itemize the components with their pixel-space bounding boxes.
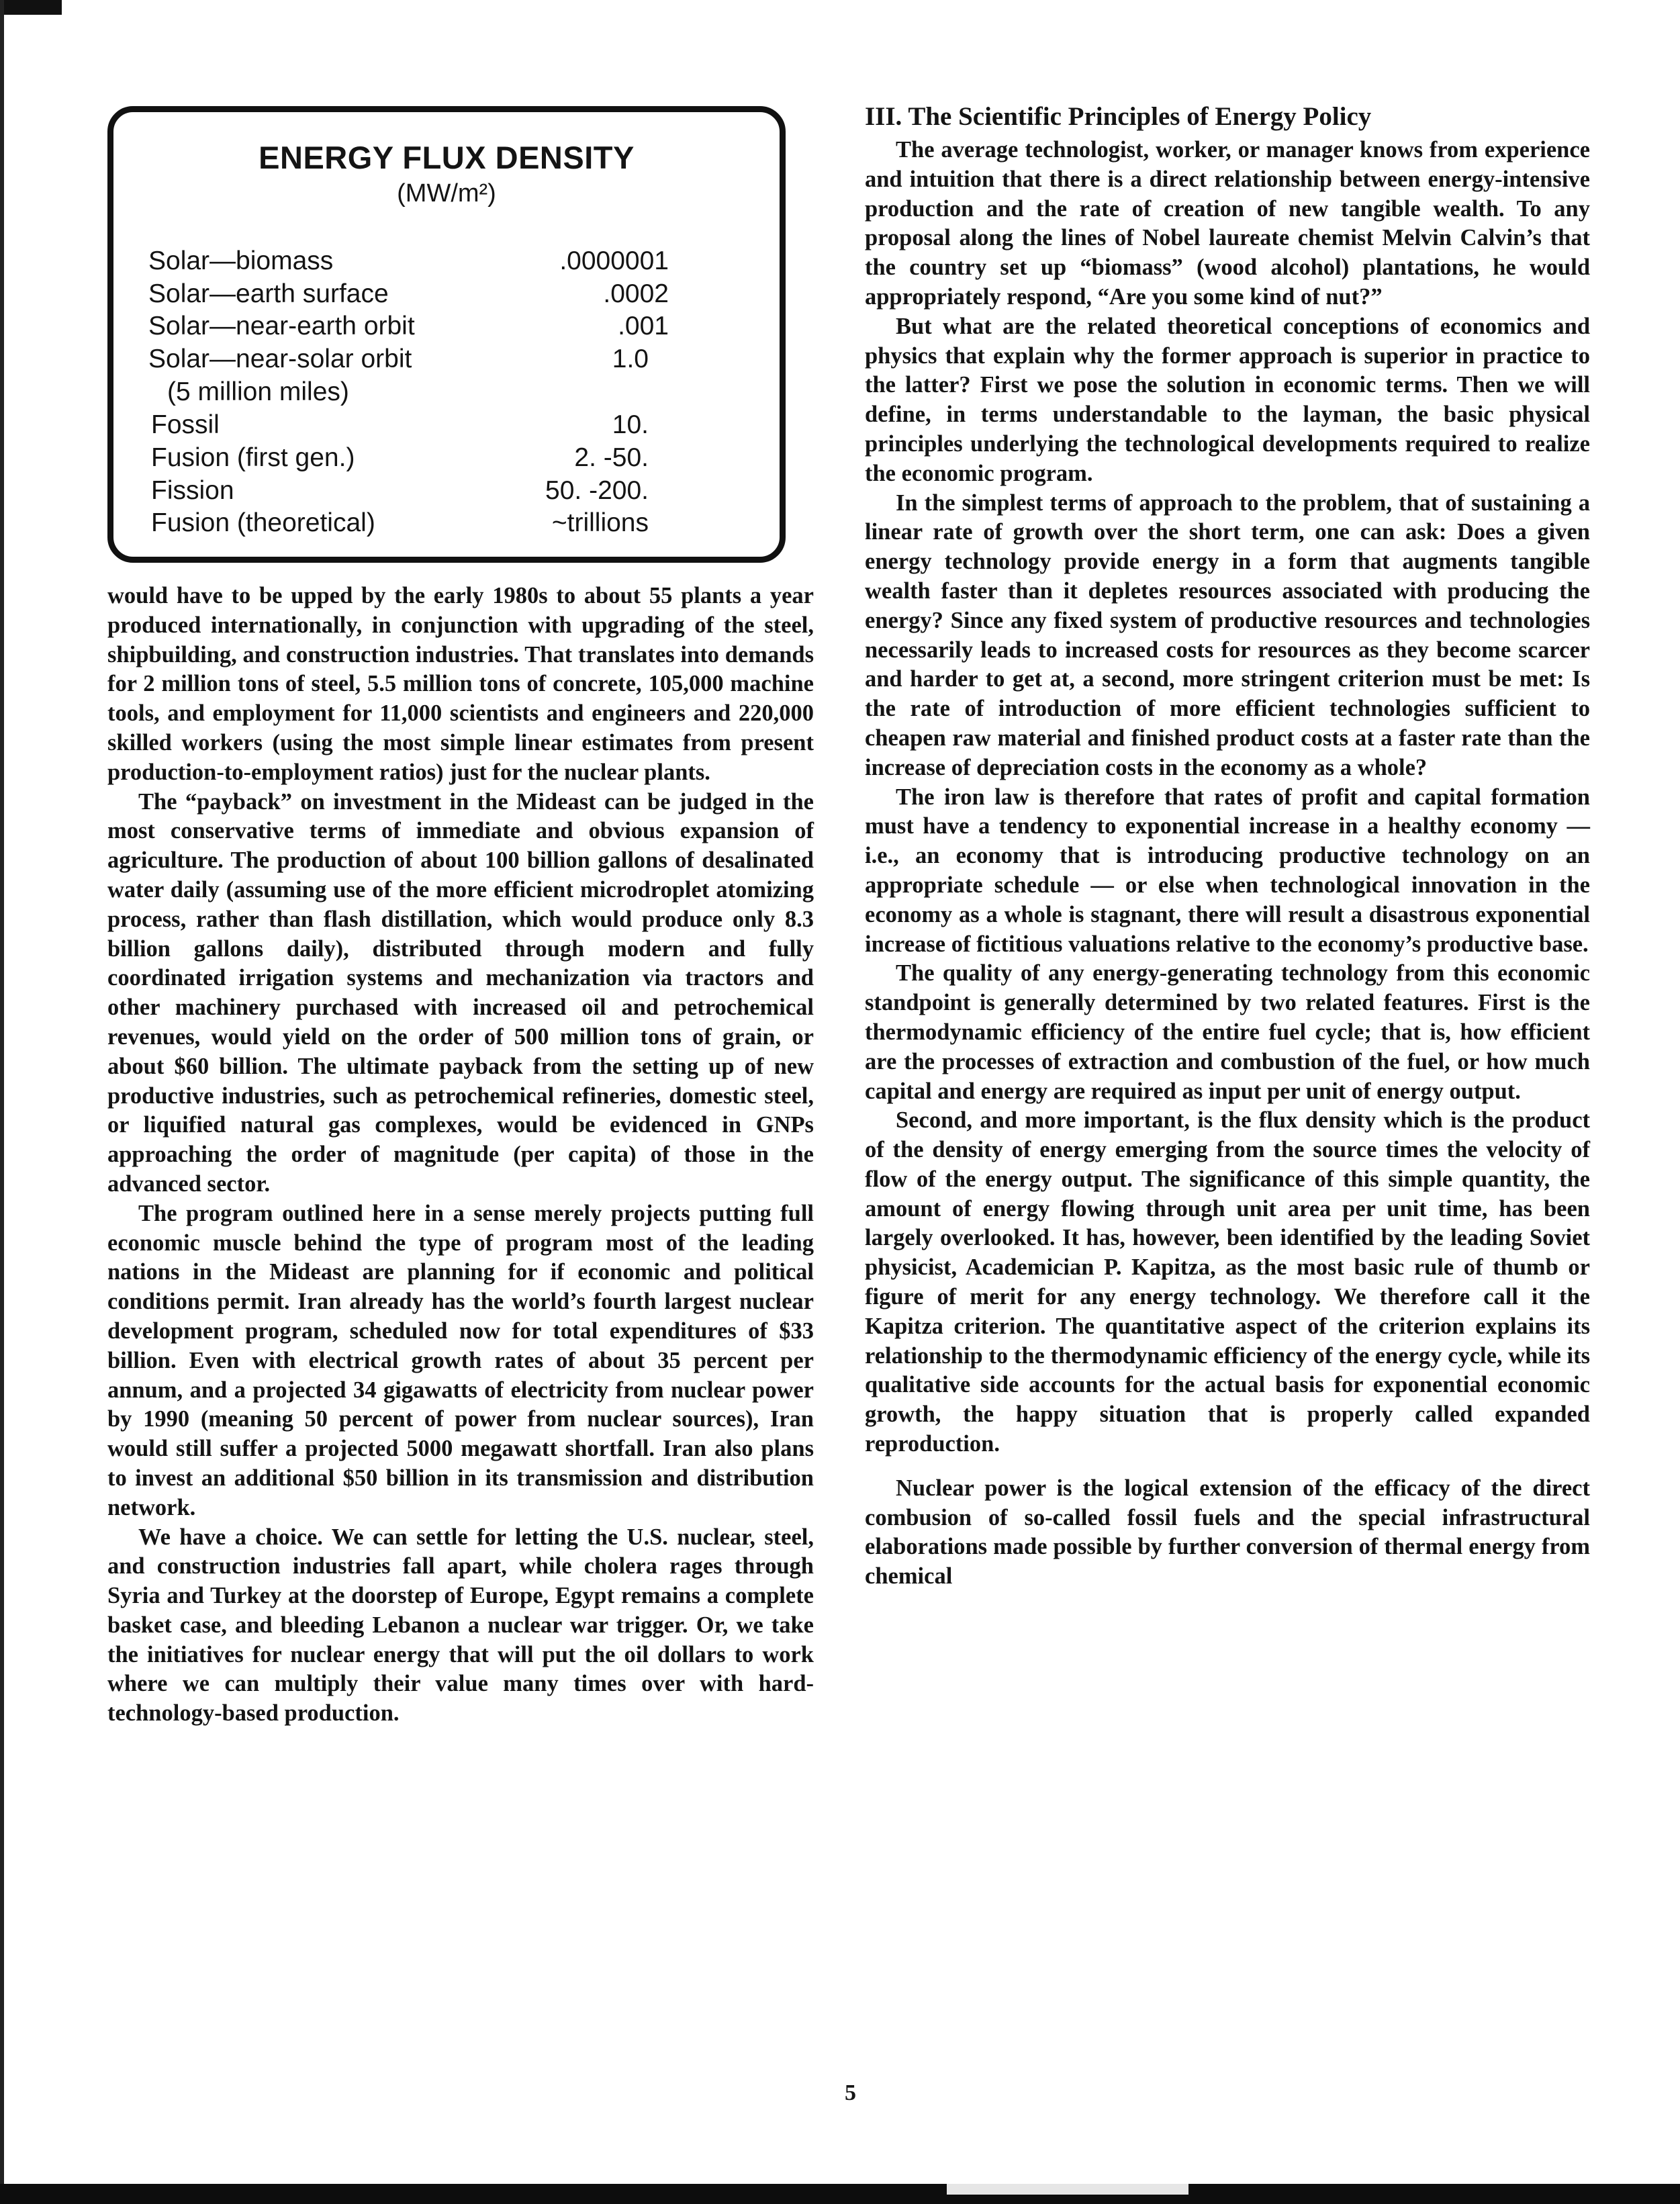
paragraph: would have to be upped by the early 1980s to about 55 plants a year produced internationally, in conjunction with upgrading of the steel, shipbuilding, and construction industries. That translates into demands for 2 million tons of steel, 5.5 million tons of concrete, 105,000 machine tools, and employment for 11,000 scientists and engineers and 220,000 skilled workers (using the most simple linear estimates from present production-to-employment ratios) just for the nuclear plants.	[107, 583, 814, 785]
flux-label: Fission	[151, 476, 234, 505]
flux-row	[113, 246, 780, 280]
flux-row	[113, 345, 780, 378]
flux-label: Fusion (theoretical)	[151, 508, 375, 537]
page-number: 5	[845, 2080, 856, 2105]
flux-label: Solar—biomass	[148, 246, 334, 275]
flux-unit: (MW/m²)	[397, 179, 496, 208]
flux-value: 50. -200.	[545, 476, 649, 505]
paragraph: The program outlined here in a sense merely projects putting full economic muscle behind the type of program most of the leading nations in the Mideast are planning for if economic and political conditions permit. Iran already has the world’s fourth largest nuclear development program, scheduled now for total expenditures of $33 billion. Even with electrical growth rates of about 35 percent per annum, and a projected 34 gigawatts of electricity from nuclear power by 1990 (meaning 50 percent of power from nuclear sources), Iran would still suffer a projected 5000 megawatt shortfall. Iran also plans to invest an additional $50 billion in its transmission and distribution network.	[107, 1200, 814, 1520]
scan-artifact-bottom-gap	[947, 2184, 1188, 2195]
paragraph-gap	[865, 1459, 1590, 1474]
flux-row	[113, 508, 780, 542]
paragraph: The “payback” on investment in the Mideast can be judged in the most conservative terms of immediate and obvious expansion of agriculture. The production of about 100 billion gallons of desalinated water daily (assuming use of the more efficient microdroplet atomizing process, rather than flash distillation, which would produce only 8.3 billion gallons daily), distributed through modern and fully coordinated irrigation systems and mechanization via tractors and other machinery purchased with increased oil and petrochemical revenues, would yield on the order of 500 million tons of grain, or about $60 billion. The ultimate payback from the setting up of new productive industries, such as petrochemical refineries, domestic steel, or liquified natural gas complexes, would be evidenced in GNPs approaching the order of magnitude (per capita) of those in the advanced sector.	[107, 788, 814, 1197]
flux-row	[113, 279, 780, 313]
flux-label: Fossil	[151, 410, 220, 439]
paragraph: In the simplest terms of approach to the problem, that of sustaining a linear rate of growth over the short term, one can ask: Does a given energy technology provide energy in a form that augments tangible wealth faster than it depletes resources associated with producing the energy? Since any fixed system of productive resources and technologies necessarily leads to increased costs for resources as they become scarcer and harder to get at, a second, more stringent criterion must be met: Is the rate of introduction of more efficient technologies sufficient to cheapen raw material and finished product costs at a faster rate than the increase of depreciation costs in the economy as a whole?	[865, 490, 1590, 780]
flux-label: Solar—near-earth orbit	[148, 312, 415, 340]
flux-value: 10.	[612, 410, 649, 439]
scan-artifact-left	[0, 0, 4, 2204]
flux-row	[113, 312, 780, 345]
flux-value: ~trillions	[551, 508, 649, 537]
flux-label: Solar—earth surface	[148, 279, 389, 308]
flux-label: (5 million miles)	[167, 377, 349, 406]
flux-value: 1.0	[612, 345, 649, 373]
flux-row	[113, 377, 780, 411]
flux-value: .0000001	[559, 246, 669, 275]
left-text-column	[107, 582, 814, 1729]
paragraph: The quality of any energy-generating technology from this economic standpoint is generally determined by two related features. First is the thermodynamic efficiency of the entire fuel cycle; that is, how efficient are the processes of extraction and combustion of the fuel, or how much capital and energy are required as input per unit of energy output.	[865, 960, 1590, 1104]
flux-title: ENERGY FLUX DENSITY	[259, 140, 635, 175]
flux-value: .0002	[603, 279, 669, 308]
paragraph: Second, and more important, is the flux density which is the product of the density of energy emerging from the source times the velocity of flow of the energy output. The significance of this simple quantity, the amount of energy flowing through unit area per unit time, has been largely overlooked. It has, however, been identified by the leading Soviet physicist, Academician P. Kapitza, as the most basic rule of thumb or figure of merit for any energy technology. We therefore call it the Kapitza criterion. The quantitative aspect of the criterion explains its relationship to the thermodynamic efficiency of the energy cycle, while its qualitative side accounts for the actual basis for exponential economic growth, the happy situation that is properly called expanded reproduction.	[865, 1107, 1590, 1457]
scan-artifact-bottom	[0, 2184, 1680, 2204]
energy-flux-density-box	[107, 106, 786, 563]
paragraph: Nuclear power is the logical extension of the efficacy of the direct combusion of so-called fossil fuels and the special infrastructural elaborations made possible by further conversion of thermal energy from chemical	[865, 1475, 1590, 1590]
paragraph: The average technologist, worker, or manager knows from experience and intuition that there is a direct relationship between energy-intensive production and the rate of creation of new tangible wealth. To any proposal along the lines of Nobel laureate chemist Melvin Calvin’s that the country set up “biomass” (wood alcohol) plantations, he would appropriately respond, “Are you some kind of nut?”	[865, 137, 1590, 310]
paragraph: We have a choice. We can settle for letting the U.S. nuclear, steel, and construction industries fall apart, while cholera rages through Syria and Turkey at the doorstep of Europe, Egypt remains a complete basket case, and bleeding Lebanon a nuclear war trigger. Or, we take the initiatives for nuclear energy that will put the oil dollars to work where we can multiply their value many times over with hard-technology-based production.	[107, 1524, 814, 1727]
flux-row	[113, 410, 780, 444]
flux-value: 2. -50.	[574, 443, 649, 472]
flux-row	[113, 476, 780, 510]
paragraph: The iron law is therefore that rates of profit and capital formation must have a tendency to exponential increase in a healthy economy — i.e., an economy that is introducing productive technology on an appropriate schedule — or else when technological innovation in the economy as a whole is stagnant, there will result a disastrous exponential increase of fictitious valuations relative to the economy’s productive base.	[865, 784, 1590, 957]
scan-artifact-top	[0, 0, 62, 15]
section-heading: III. The Scientific Principles of Energy Policy	[865, 102, 1372, 131]
flux-value: .001	[618, 312, 669, 340]
right-text-column	[865, 99, 1590, 1592]
flux-label: Fusion (first gen.)	[151, 443, 355, 472]
flux-row	[113, 443, 780, 477]
flux-label: Solar—near-solar orbit	[148, 345, 412, 373]
paragraph: But what are the related theoretical conceptions of economics and physics that explain why the former approach is superior in practice to the latter? First we pose the solution in economic terms. Then we will define, in terms understandable to the layman, the basic physical principles underlying the technological developments required to realize the economic program.	[865, 313, 1590, 486]
